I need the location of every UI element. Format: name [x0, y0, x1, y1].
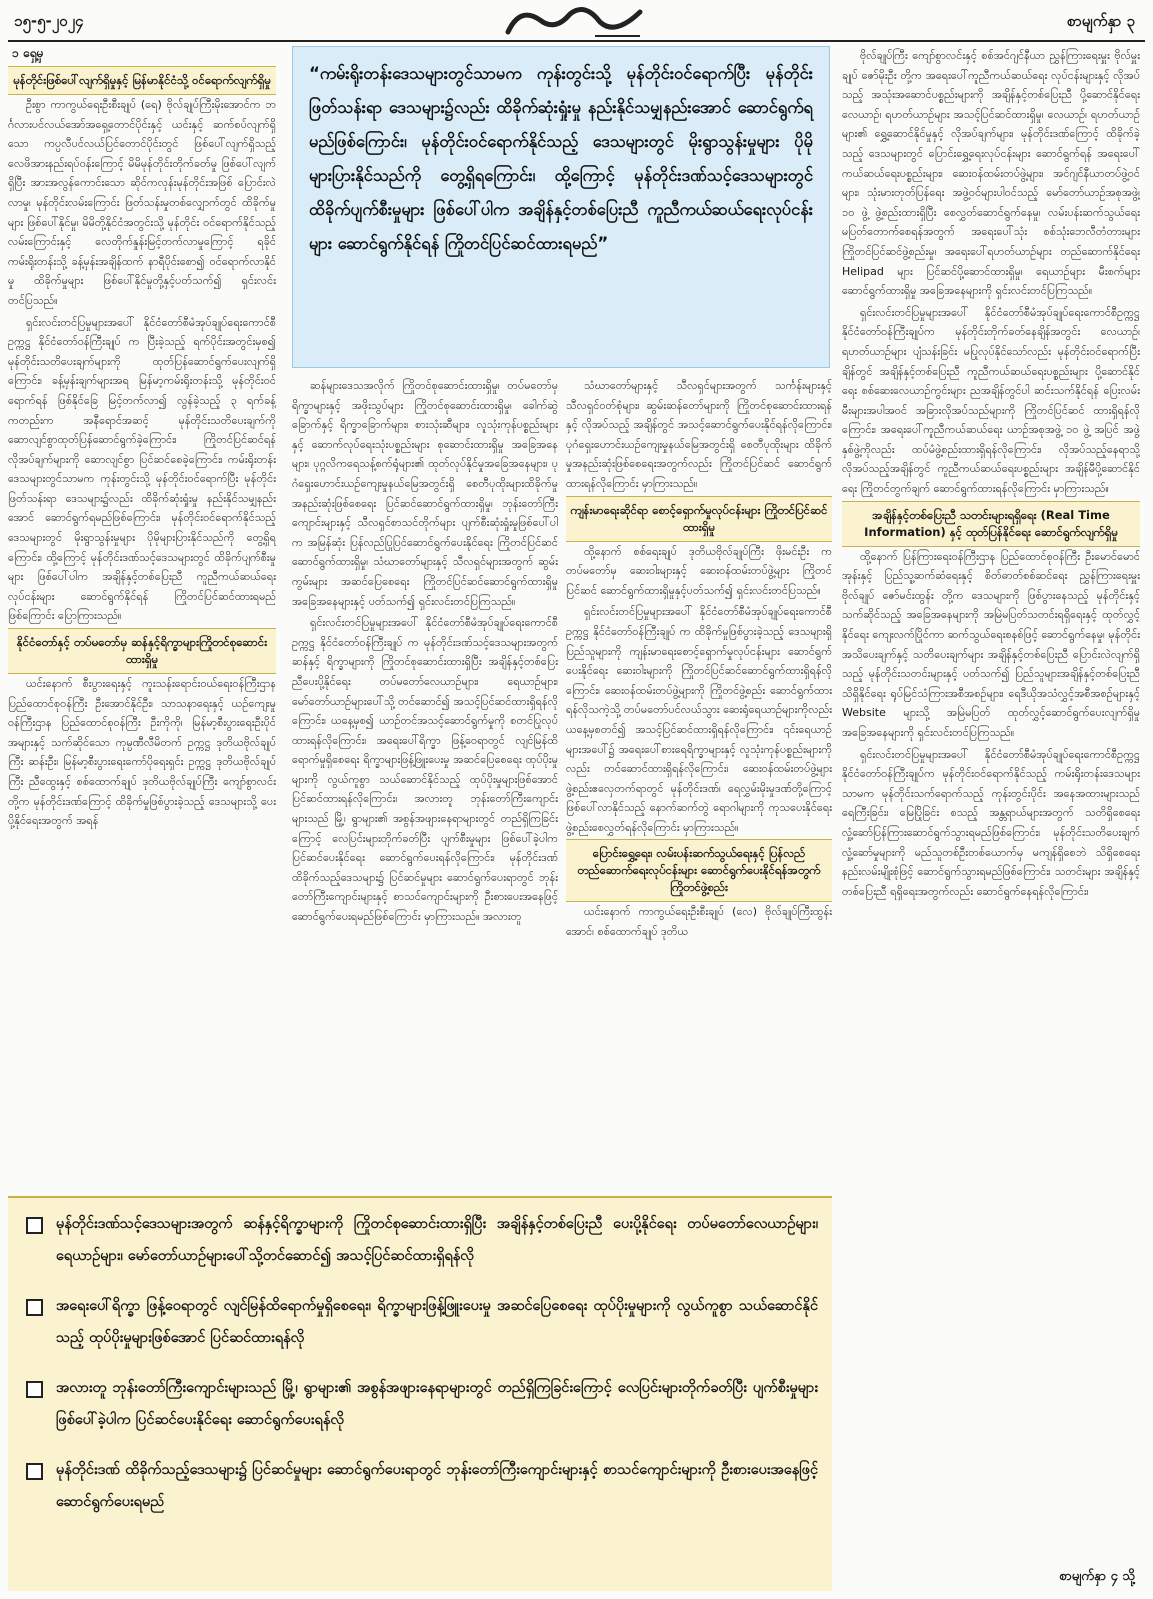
- paragraph: ယင်းနောက် စီးပွားရေးနှင့် ကူးသန်းရောင်းဝယ်ရေးဝန်ကြီးဌာန ပြည်ထောင်စုဝန်ကြီး ဦးအောင်နိုင်ဦး၊ သာသနာရေးနှင့် ယဉ်ကျေးမှုဝန်ကြီးဌာန ပြည်ထောင်စုဝန်ကြီး ဦးကိုကို၊ မြန်မာ့စီးပွားရေးဦးပိုင်အများနှင့် သက်ဆိုင်သော ကုမ္ပဏီလီမိတက် ဥက္ကဋ္ဌ ဒုတိယဗိုလ်ချုပ်ကြီး ဆန်းဦး၊ မြန်မာ့စီးပွားရေးကော်ပိုရေးရှင်း ဥက္ကဋ္ဌ ဒုတိယဗိုလ်ချုပ်ကြီး ညီထွေးနှင့် စစ်ထောက်ချုပ် ဒုတိယဗိုလ်ချုပ်ကြီး ကျော်စွာလင်းတို့က မုန်တိုင်းဒဏ်ကြောင့် ထိခိုက်မှုဖြစ်ပွားခဲ့သည့် ဒေသများသို့ ပေးပို့နိုင်ရေးအတွက် အရန်: [8, 677, 276, 828]
- page-number: စာမျက်နှာ ၃: [1067, 12, 1135, 30]
- continued-on-label: စာမျက်နှာ ၄ သို့: [1059, 1569, 1135, 1584]
- header-rule: [8, 40, 1145, 42]
- checkbox-icon: [26, 1463, 43, 1480]
- pull-quote: “ကမ်းရိုးတန်းဒေသများတွင်သာမက ကုန်းတွင်းသို့ မုန်တိုင်းဝင်ရောက်ပြီး မုန်တိုင်းဖြတ်သန်းရာ ဒေသများ၌လည်း ထိခိုက်ဆုံးရှုံးမှု နည်းနိုင်သမျှနည်းအောင် ဆောင်ရွက်ရမည်ဖြစ်ကြောင်း၊ မုန်တိုင်းဝင်ရောက်နိုင်သည့် ဒေသများတွင် မိုးရွာသွန်းမှုများ ပိုမိုများပြားနိုင်သည်ကို တွေ့ရှိရကြောင်း၊ ထို့ကြောင့် မုန်တိုင်းဒဏ်သင့်ဒေသများတွင် ထိခိုက်ပျက်စီးမှုများ ဖြစ်ပေါ်ပါက အချိန်နှင့်တစ်ပြေးညီ ကူညီကယ်ဆယ်ရေးလုပ်ငန်းများ ဆောင်ရွက်နိုင်ရန် ကြိုတင်ပြင်ဆင်ထားရမည်”: [292, 46, 830, 368]
- key-point: [22, 1290, 818, 1354]
- key-point-text: မုန်တိုင်းဒဏ်သင့်ဒေသများအတွက် ဆန်နှင့်ရိက္ခာများကို ကြိုတင်စုဆောင်းထားရှိပြီး အချိန်နှင့်တစ်ပြေးညီ ပေးပို့နိုင်ရေး တပ်မတော်လေယာဉ်များ၊ ရေယာဉ်များ၊ မော်တော်ယာဉ်များပေါ်သို့တင်ဆောင်၍ အသင့်ပြင်ဆင်ထားရှိရန်လို: [56, 1216, 818, 1264]
- paragraph: ဗိုလ်ချုပ်ကြီး ကျော်စွာလင်းနှင့် စစ်အင်ဂျင်နီယာ ညွှန်ကြားရေးမှူး ဗိုလ်မှူးချုပ် ဇော်မိုးဦး တို့က အရေးပေါ်ကူညီကယ်ဆယ်ရေး လုပ်ငန်းများနှင့် လိုအပ်သည့် အသုံးအဆောင်ပစ္စည်းများကို အချိန်နှင့်တစ်ပြေးညီ ပို့ဆောင်နိုင်ရေး လေယာဉ်၊ ရဟတ်ယာဉ်များ အသင့်ပြင်ဆင်ထားရှိမှု၊ လေယာဉ်၊ ရဟတ်ယာဉ်များ၏ ရွှေ့ဆောင်နိုင်မှုနှင့် လိုအပ်ချက်များ၊ မုန်တိုင်းဒဏ်ကြောင့် ထိခိုက်ခဲ့သည့် ဒေသများတွင် ပြောင်းရွှေ့ရေးလုပ်ငန်းများ ဆောင်ရွက်ရန် အရေးပေါ်ကယ်ဆယ်ရေးပစ္စည်းများ၊ ဆေးဝန်ထမ်းတပ်ဖွဲ့များ၊ အင်ဂျင်နီယာတပ်ဖွဲ့ဝင်များ၊ သုံးမားတုတ်ပြန်ရေး အဖွဲ့ဝင်များပါဝင်သည့် မော်တော်ယာဉ်အစုအဖွဲ့၊ ၁၀ ဖွဲ့ ဖွဲ့စည်းထားရှိပြီး စေလွှတ်ဆောင်ရွက်နေမှု၊ လမ်းပန်းဆက်သွယ်ရေး မပြတ်တောက်စေရန်အတွက် အရေးပေါ်သုံး စစ်သုံးဘေလီတံတားများ ကြိုတင်ပြင်ဆင်ဖွဲ့စည်းမှု၊ အရေးပေါ်ရဟတ်ယာဉ်များ တည်ဆောက်နိုင်ရေး Helipad များ ပြင်ဆင်ပို့ဆောင်ထားရှိမှု၊ ရေယာဉ်များ မီးစက်များ ဆောင်ရွက်ထားရှိမှု အခြေအနေများကို ရှင်းလင်းတင်ပြကြသည်။: [842, 49, 1140, 298]
- checkbox-icon: [26, 1299, 43, 1316]
- key-points-box: [8, 1196, 832, 1591]
- issue-date: ၁၅-၅-၂၀၂၄: [14, 12, 84, 30]
- column-4-heading: အချိန်နှင့်တစ်ပြေးညီ သတင်းများရရှိရေး (Real Time Information) နှင့် ထုတ်ပြန်နိုင်ရေး ဆောင်ရွက်လျက်ရှိမှု: [842, 501, 1140, 547]
- column-1: [8, 66, 276, 1192]
- paragraph: ယင်းနောက် ကာကွယ်ရေးဦးစီးချုပ် (လေ) ဗိုလ်ချုပ်ကြီးထွန်းအောင်၊ စစ်ထောက်ချုပ် ဒုတိယ: [566, 905, 832, 939]
- paragraph: ဆန်များဒေသအလိုက် ကြိုတင်စုဆောင်းထားရှိမှု၊ တပ်မတော်မှ ရိက္ခာများနှင့် အဖိုးသွပ်များ ကြိုတင်စုဆောင်းထားရှိမှု၊ ခေါက်ဆွဲခြောက်နှင့် ရိက္ခာခြောက်များ၊ စားသုံးဆီများ၊ လူသုံးကုန်ပစ္စည်းများနှင့် ဆောက်လုပ်ရေးသုံးပစ္စည်းများ စုဆောင်းထားရှိမှု အခြေအနေများ၊ ပုဂ္ဂလိကရေသန့်စက်ရုံများ၏ ထုတ်လုပ်နိုင်မှုအခြေအနေများ၊ ပုဂံရှေးဟောင်းယဉ်ကျေးမှုနယ်မြေအတွင်းရှိ စေတီပုထိုးများထိခိုက်မှု အနည်းဆုံးဖြစ်စေရေး ပြင်ဆင်ဆောင်ရွက်ထားရှိမှု၊ ဘုန်းတော်ကြီးကျောင်းများနှင့် သီလရှင်စာသင်တိုက်များ ပျက်စီးဆုံးရှုံးမှုဖြစ်ပေါ်ပါက အမြန်ဆုံး ပြန်လည်ပြုပြင်ဆောင်ရွက်ပေးနိုင်ရေး ကြိုတင်ပြင်ဆင်ဆောင်ရွက်ထားရှိမှု၊ သံဃာတော်များနှင့် သီလရှင်များအတွက် ဆွမ်းကွမ်းများ အဆင်ပြေစေရေး ကြိုတင်ပြင်ဆင်ဆောင်ရွက်ထားရှိမှုအခြေအနေများနှင့် ပတ်သက်၍ ရှင်းလင်းတင်ပြကြသည်။: [292, 379, 558, 608]
- checkbox-icon: [26, 1217, 43, 1234]
- column-3: [566, 376, 832, 1192]
- column-1-heading-2: နိုင်ငံတော်နှင့် တပ်မတော်မှ ဆန်နှင့်ရိက္ခာများကြိုတင်စုဆောင်းထားရှိမှု: [8, 628, 276, 674]
- column-2: [292, 376, 558, 1192]
- paragraph: ရှင်းလင်းတင်ပြမှုများအပေါ် နိုင်ငံတော်စီမံအုပ်ချုပ်ရေးကောင်စီဥက္ကဋ္ဌ နိုင်ငံတော်ဝန်ကြီးချုပ် က ပြီးခဲ့သည့် ရက်ပိုင်းအတွင်းမှစ၍ မုန်တိုင်းသတိပေးချက်များကို ထုတ်ပြန်ဆောင်ရွက်ပေးလျက်ရှိကြောင်း၊ ခန့်မှန်းချက်များအရ မြန်မာ့ကမ်းရိုးတန်းသို့ မုန်တိုင်းဝင်ရောက်ရန် ဖြစ်နိုင်ခြေ မြင့်တက်လာ၍ လွန်ခဲ့သည့် ၃ ရက်ခန့်ကတည်းက အနီရောင်အဆင့် မုန်တိုင်းသတိပေးချက်ကို ဆောလျင်စွာထုတ်ပြန်ဆောင်ရွက်ခဲ့ကြောင်း၊ ကြိုတင်ပြင်ဆင်ရန် လိုအပ်ချက်များကို ဆောလျင်စွာ ပြင်ဆင်စေခဲ့ကြောင်း၊ ကမ်းရိုးတန်းဒေသများတွင်သာမက ကုန်းတွင်းသို့ မုန်တိုင်းဝင်ရောက်ပြီး မုန်တိုင်းဖြတ်သန်းရာ ဒေသများ၌လည်း ထိခိုက်ဆုံးရှုံးမှု နည်းနိုင်သမျှနည်းအောင် ဆောင်ရွက်ရမည်ဖြစ်ကြောင်း၊ မုန်တိုင်းဝင်ရောက်နိုင်သည့် ဒေသများတွင် မိုးရွာသွန်းမှုများ ပိုမိုများပြားနိုင်သည်ကို တွေ့ရှိရကြောင်း၊ ထို့ကြောင့် မုန်တိုင်းဒဏ်သင့်ဒေသများတွင် ထိခိုက်ပျက်စီးမှုများ ဖြစ်ပေါ်ပါက အချိန်နှင့်တစ်ပြေးညီ ကူညီကယ်ဆယ်ရေး လုပ်ငန်းများ ဆောင်ရွက်နိုင်ရန် ကြိုတင်ပြင်ဆင်ထားရမည်ဖြစ်ကြောင်း ပြောကြားသည်။: [8, 315, 276, 623]
- key-point: [22, 1208, 818, 1272]
- column-1-heading: မုန်တိုင်းဖြစ်ပေါ်လျက်ရှိမှုနှင့် မြန်မာနိုင်ငံသို့ ဝင်ရောက်လျက်ရှိမှု: [8, 66, 276, 95]
- paragraph: ထို့နောက် ပြန်ကြားရေးဝန်ကြီးဌာန ပြည်ထောင်စုဝန်ကြီး ဦးမောင်မောင်အုန်းနှင့် ပြည်သူ့ဆက်ဆံရေးနှင့် စိတ်ဓာတ်စစ်ဆင်ရေး ညွှန်ကြားရေးမှူး ဗိုလ်ချုပ် ဇော်မင်းထွန်း တို့က ဒေသများကို ဖြစ်ပွားနေသည့် မုန်တိုင်းနှင့်သက်ဆိုင်သည့် အခြေအနေများကို အမြဲမပြတ်သတင်းရရှိရေးနှင့် ထုတ်လွှင့်နိုင်ရေး ကျေးလက်ပြိုင်ကာ ဆက်သွယ်ရေးစနစ်ဖြင့် ဆောင်ရွက်နေမှု၊ မုန်တိုင်းအသိပေးချက်နှင့် သတိပေးချက်များ အချိန်နှင့်တစ်ပြေးညီ ပြောင်းလဲလျက်ရှိသည့် မုန်တိုင်းသတင်းများနှင့် ပတ်သက်၍ ပြည်သူများအချိန်နှင့်တစ်ပြေးညီ သိရှိနိုင်ရေး ရုပ်မြင်သံကြားအစီအစဉ်များ၊ ရေဒီယိုအသံလွှင့်အစီအစဉ်များနှင့် Website များသို့ အမြဲမပြတ် ထုတ်လွှင့်ဆောင်ရွက်ပေးလျက်ရှိမှု အခြေအနေများကို ရှင်းလင်းတင်ပြကြသည်။: [842, 549, 1140, 739]
- paragraph: သံဃာတော်များနှင့် သီလရှင်များအတွက် သင်္ကန်းများနှင့် သီလရှင်ဝတ်စုံများ၊ ဆွမ်းဆန်တော်များကို ကြိုတင်စုဆောင်းထားရန်နှင့် လိုအပ်သည့် အချိန်တွင် အသင့်ဆောင်ရွက်ပေးနိုင်ရန်လိုကြောင်း၊ ပုဂံရှေးဟောင်းယဉ်ကျေးမှုနယ်မြေအတွင်းရှိ စေတီပုထိုးများ ထိခိုက်မှုအနည်းဆုံးဖြစ်စေရေးအတွက်လည်း ကြိုတင်ပြင်ဆင် ဆောင်ရွက်ထားရန်လိုကြောင်း မှာကြားသည်။: [566, 379, 832, 490]
- paragraph: ဦးစွာ ကာကွယ်ရေးဦးစီးချုပ် (ရေ) ဗိုလ်ချုပ်ကြီးမိုးအောင်က ဘင်္ဂလားပင်လယ်အော်အရှေ့တောင်ပိုင်းနှင့် ယင်းနှင့် ဆက်စပ်လျက်ရှိသော ကပ္ပလီပင်လယ်ပြင်တောင်ပိုင်းတွင် ဖြစ်ပေါ်လျက်ရှိသည့် လေဖိအားနည်းရပ်ဝန်းကြောင့် မိမိမုန်တိုင်းတိုက်ခတ်မှု ဖြစ်ပေါ်လျက်ရှိပြီး အားအလွန်ကောင်းသော ဆိုင်ကလုန်းမုန်တိုင်းအဖြစ် ပြောင်းလဲလာမှု၊ မုန်တိုင်းလမ်းကြောင်း ဖြတ်သန်းမှုတစ်လျှောက်တွင် ထိခိုက်မှုများ ဖြစ်ပေါ်နိုင်မှု၊ မိမိတို့နိုင်ငံအတွင်းသို့ မုန်တိုင်း ဝင်ရောက်နိုင်သည့် လမ်းကြောင်းနှင့် လေတိုက်နှုန်းမြင့်တက်လာမှုကြောင့် ရခိုင်ကမ်းရိုးတန်းသို့ ခန့်မှန်းအချိန်ထက် နာရီပိုင်းစော၍ ဝင်ရောက်လာနိုင်မှု ထိခိုက်မှုများ ဖြစ်ပေါ်နိုင်မှုတို့နှင့်ပတ်သက်၍ ရှင်းလင်းတင်ပြသည်။: [8, 98, 276, 307]
- paragraph: ရှင်းလင်းတင်ပြမှုများအပေါ် နိုင်ငံတော်စီမံအုပ်ချုပ်ရေးကောင်စီဥက္ကဋ္ဌ နိုင်ငံတော်ဝန်ကြီးချုပ်က မုန်တိုင်းတိုက်ခတ်နေချိန်အတွင်း လေယာဉ်၊ ရဟတ်ယာဉ်များ ပျံသန်းခြင်း မပြုလုပ်နိုင်သော်လည်း မုန်တိုင်းဝင်ရောက်ပြီးချိန်တွင် အချိန်နှင့်တစ်ပြေးညီ ကူညီကယ်ဆယ်ရေးပစ္စည်းများ ပို့ဆောင်နိုင်ရေး စစ်ဆေးလေယာဉ်ကွင်းများ ညအချိန်တွင်ပါ ဆင်းသက်နိုင်ရန် ပြေးလမ်းမီးများအပါအဝင် အခြားလိုအပ်သည်များကို ကြိုတင်ပြင်ဆင် ထားရှိရန်လိုကြောင်း၊ အရေးပေါ်ကူညီကယ်ဆယ်ရေး ယာဉ်အစုအဖွဲ့ ၁၀ ဖွဲ့ အပြင် အဖွဲ့ နှစ်ဖွဲ့ကိုလည်း ထပ်မံဖွဲ့စည်းထားရှိရန်လိုကြောင်း၊ လိုအပ်သည့်နေရာသို့ လိုအပ်သည့်အချိန်တွင် ကူညီကယ်ဆယ်ရေးပစ္စည်းများ အချိန်မီပို့ဆောင်နိုင်ရေး ကြိုတင်တွက်ချက် ဆောင်ရွက်ထားရန်လိုကြောင်း မှာကြားသည်။: [842, 305, 1140, 496]
- checkbox-icon: [26, 1381, 43, 1398]
- key-point: [22, 1372, 818, 1436]
- column-4: [842, 46, 1140, 1562]
- paragraph: ရှင်းလင်းတင်ပြမှုများအပေါ် နိုင်ငံတော်စီမံအုပ်ချုပ်ရေးကောင်စီဥက္ကဋ္ဌ နိုင်ငံတော်ဝန်ကြီးချုပ် က ထိခိုက်မှုဖြစ်ပွားခဲ့သည့် ဒေသများရှိ ပြည်သူများကို ကျန်းမာရေးစောင့်ရှောက်မှုလုပ်ငန်းများ ဆောင်ရွက်ပေးနိုင်ရေး ဆေးဝါးများကို ကြိုတင်ပြင်ဆင်ဆောင်ရွက်ထားရှိရန်လိုကြောင်း၊ ဆေးဝန်ထမ်းတပ်ဖွဲ့များကို ကြိုတင်ဖွဲ့စည်း ဆောင်ရွက်ထားရန်လိုသကဲ့သို့ တပ်မတော်ပင်လယ်သွား ဆေးရုံရေယာဉ်များကိုလည်း ယနေ့မှစတင်၍ အသင့်ပြင်ဆင်ထားရှိရန်လိုကြောင်း၊ ၎င်းရေယာဉ်များအပေါ်၌ အရေးပေါ်စားရေရိက္ခာများနှင့် လူသုံးကုန်ပစ္စည်းများကိုလည်း တင်ဆောင်ထားရှိရန်လိုကြောင်း၊ ဆေးဝန်ထမ်းတပ်ဖွဲ့များ ဖွဲ့စည်းဧလှေတက်ရာတွင် မုန်တိုင်းဒဏ်၊ ရေလွှမ်းမိုးမှုဒဏ်တို့ကြောင့် ဖြစ်ပေါ်လာနိုင်သည့် နောက်ဆက်တွဲ ရောဂါများကို ကုသပေးနိုင်ရေး ဖွဲ့စည်းစေလွှတ်ရန်လိုကြောင်း မှာကြားသည်။: [566, 605, 832, 834]
- key-point-text: အလားတူ ဘုန်းတော်ကြီးကျောင်းများသည် မြို့၊ ရွာများ၏ အစွန်အဖျားနေရာများတွင် တည်ရှိကြခြင်းကြောင့် လေပြင်းများတိုက်ခတ်ပြီး ပျက်စီးမှုများဖြစ်ပေါ်ခဲ့ပါက ပြင်ဆင်ပေးနိုင်ရေး ဆောင်ရွက်ပေးရန်လို: [56, 1380, 818, 1428]
- paragraph: ရှင်းလင်းတင်ပြမှုများအပေါ် နိုင်ငံတော်စီမံအုပ်ချုပ်ရေးကောင်စီဥက္ကဋ္ဌ နိုင်ငံတော်ဝန်ကြီးချုပ် က မုန်တိုင်းဒဏ်သင့်ဒေသများအတွက် ဆန်နှင့် ရိက္ခာများကို ကြိုတင်စုဆောင်းထားရှိပြီး အချိန်နှင့်တစ်ပြေးညီပေးပို့နိုင်ရေး တပ်မတော်လေယာဉ်များ၊ ရေယာဉ်များ၊ မော်တော်ယာဉ်များပေါ်သို့ တင်ဆောင်၍ အသင့်ပြင်ဆင်ထားရှိရန်လိုကြောင်း၊ ယနေ့မှစ၍ ယာဉ်တင်အသင့်ဆောင်ရွက်မှုကို စတင်ပြုလုပ်ထားရန်လိုကြောင်း၊ အရေးပေါ်ရိက္ခာ ဖြန့်ဝေရာတွင် လျင်မြန်ထိရောက်မှုရှိစေရေး ရိက္ခာများဖြန့်ဖြူးပေးမှု အဆင်ပြေစေရေး ထုပ်ပိုးမှုများကို လွယ်ကူစွာ သယ်ဆောင်နိုင်သည့် ထုပ်ပိုးမှုများဖြစ်အောင် ပြင်ဆင်ထားရန်လိုကြောင်း၊ အလားတူ ဘုန်းတော်ကြီးကျောင်းများသည် မြို့၊ ရွာများ၏ အစွန်အဖျားနေရာများတွင် တည်ရှိကြခြင်းကြောင့် လေပြင်းများတိုက်ခတ်ပြီး ပျက်စီးမှုများ ဖြစ်ပေါ်ခဲ့ပါက ပြင်ဆင်ပေးနိုင်ရေး ဆောင်ရွက်ပေးရန်လိုကြောင်း၊ မုန်တိုင်းဒဏ် ထိခိုက်သည့်ဒေသများ၌ ပြင်ဆင်မှုများ ဆောင်ရွက်ပေးရာတွင် ဘုန်းတော်ကြီးကျောင်းများနှင့် စာသင်ကျောင်းများကို ဦးစားပေးအနေဖြင့် ဆောင်ရွက်ပေးရမည်ဖြစ်ကြောင်း မှာကြားသည်။ အလားတူ: [292, 616, 558, 924]
- key-point-text: အရေးပေါ်ရိက္ခာ ဖြန့်ဝေရာတွင် လျင်မြန်ထိရောက်မှုရှိစေရေး၊ ရိက္ခာများဖြန့်ဖြူးပေးမှု အဆင်ပြေစေရေး ထုပ်ပိုးမှုများကို လွယ်ကူစွာ သယ်ဆောင်နိုင်သည့် ထုပ်ပိုးမှုများဖြစ်အောင် ပြင်ဆင်ထားရန်လို: [56, 1298, 818, 1346]
- key-point-text: မုန်တိုင်းဒဏ် ထိခိုက်သည့်ဒေသများ၌ ပြင်ဆင်မှုများ ဆောင်ရွက်ပေးရာတွင် ဘုန်းတော်ကြီးကျောင်းများနှင့် စာသင်ကျောင်းများကို ဦးစားပေးအနေဖြင့် ဆောင်ရွက်ပေးရမည်: [56, 1462, 818, 1510]
- column-3-heading: ကျန်းမာရေးဆိုင်ရာ စောင့်ရှောက်မှုလုပ်ငန်းများ ကြိုတင်ပြင်ဆင်ထားရှိမှု: [566, 496, 832, 542]
- paragraph: ထို့နောက် စစ်ရေးချုပ် ဒုတိယဗိုလ်ချုပ်ကြီး ဖိုးမင်းဦး က တပ်မတော်မှ ဆေးဝါးများနှင့် ဆေးဝန်ထမ်းတပ်ဖွဲ့များ ကြိုတင်ပြင်ဆင် ဆောင်ရွက်ထားရှိမှုနှင့်ပတ်သက်၍ ရှင်းလင်းတင်ပြသည်။: [566, 544, 832, 597]
- key-point: [22, 1454, 818, 1518]
- paragraph: ရှင်းလင်းတင်ပြမှုများအပေါ် နိုင်ငံတော်စီမံအုပ်ချုပ်ရေးကောင်စီဥက္ကဋ္ဌ နိုင်ငံတော်ဝန်ကြီးချုပ်က မုန်တိုင်းဝင်ရောက်နိုင်သည့် ကမ်းရိုးတန်းဒေသများသာမက မုန်တိုင်းသက်ရောက်သည့် ကုန်းတွင်းပိုင်း အနေအထားများသည် ရေကြီးခြင်း၊ မြေပြိုခြင်း စသည့် အန္တရာယ်များအတွက် သတိရှိစေရေး လှုံ့ဆော်ပြန်ကြားဆောင်ရွက်သွားရမည်ဖြစ်ကြောင်း၊ မုန်တိုင်းသတိပေးချက် လှုံ့ဆော်မှုများကို မည်သူတစ်ဦးတစ်ယောက်မှ မကျန်ရှိစေဘဲ သိရှိစေရေး နည်းလမ်းမျိုးစုံဖြင့် ဆောင်ရွက်သွားရမည်ဖြစ်ကြောင်း၊ သတင်းများ အချိန်နှင့်တစ်ပြေးညီ ရရှိရေးအတွက်လည်း ဆောင်ရွက်နေရန်လိုကြောင်း၊: [842, 747, 1140, 898]
- continued-from-label: ၁ ရှေ့မှ: [12, 46, 44, 60]
- column-3-heading-3: ပြောင်းရွှေ့ရေး၊ လမ်းပန်းဆက်သွယ်ရေးနှင့် ပြန်လည်တည်ဆောက်ရေးလုပ်ငန်းများ ဆောင်ရွက်ပေးနိုင်ရန်အတွက် ကြိုတင်ဖွဲ့စည်း: [566, 839, 832, 902]
- newspaper-logo: [500, 2, 650, 42]
